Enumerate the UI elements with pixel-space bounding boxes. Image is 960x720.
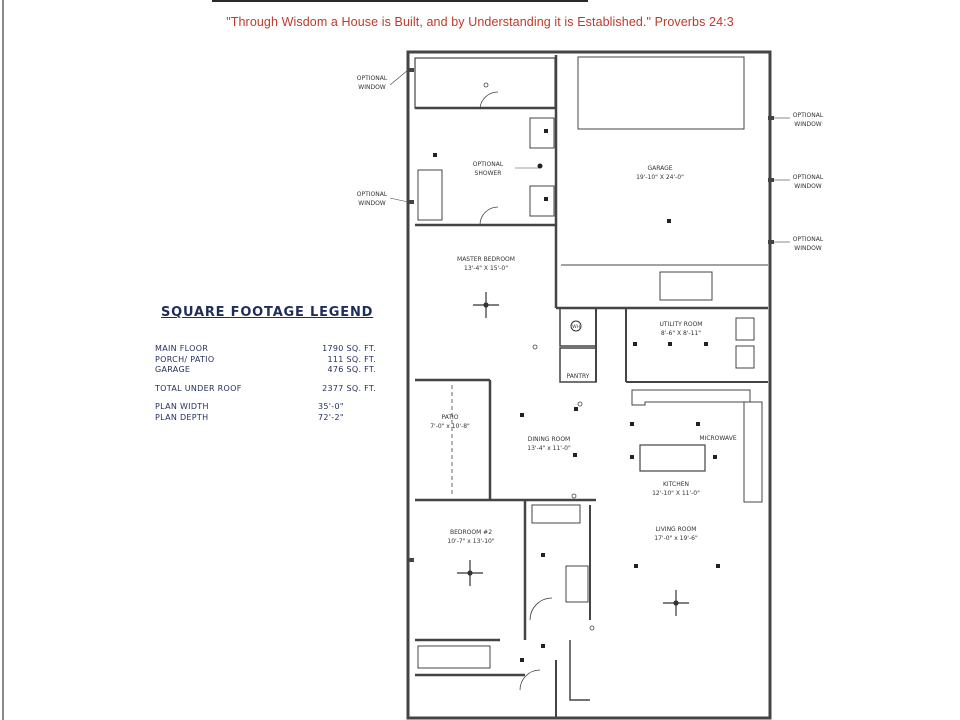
kitchen-dims: 12'-10" X 11'-0" — [652, 490, 700, 497]
square-footage-legend — [155, 305, 390, 423]
legend-title: SQUARE FOOTAGE LEGEND — [161, 305, 374, 320]
legend-label: PLAN WIDTH — [155, 402, 209, 411]
kitchen-island — [640, 445, 705, 471]
legend-row — [155, 344, 390, 355]
legend-label: TOTAL UNDER ROOF — [155, 383, 242, 393]
bedroom-2-dims: 10'-7" x 13'-10" — [447, 538, 495, 545]
optional-window-label: OPTIONAL — [792, 236, 824, 243]
patio-dims: 7'-0" x 10'-8" — [430, 423, 470, 430]
optional-window-label: WINDOW — [794, 183, 822, 190]
kitchen-label: KITCHEN — [663, 481, 689, 488]
legend-value: 2377 SQ. FT. — [322, 383, 376, 393]
legend-value: 111 SQ. FT. — [327, 354, 376, 364]
bedroom-2-label: BEDROOM #2 — [449, 529, 493, 536]
proverb-quote: "Through Wisdom a House is Built, and by Understanding it is Established." Proverbs 24:3 — [226, 15, 734, 29]
legend-row — [155, 355, 390, 366]
legend-value: 35'-0" — [318, 402, 344, 411]
optional-window-label: WINDOW — [358, 200, 386, 207]
pantry-label: PANTRY — [566, 373, 590, 380]
legend-row — [155, 365, 390, 376]
optional-window-label: OPTIONAL — [792, 112, 824, 119]
optional-window-label: OPTIONAL — [356, 191, 388, 198]
dining-room-dims: 13'-4" x 11'-0" — [527, 445, 571, 452]
ceiling-fan-icon — [457, 560, 483, 586]
ceiling-fan-icon — [473, 292, 499, 318]
utility-room-label: UTILITY ROOM — [659, 321, 703, 328]
garage-door-outline — [578, 57, 744, 129]
living-room-dims: 17'-0" x 19'-6" — [654, 535, 698, 542]
legend-value: 72'-2" — [318, 412, 344, 422]
optional-window-label: OPTIONAL — [356, 75, 388, 82]
legend-value: 1790 SQ. FT. — [322, 344, 376, 353]
dining-room-label: DINING ROOM — [527, 436, 571, 443]
patio-label: PATIO — [441, 414, 459, 421]
legend-label: PORCH/ PATIO — [155, 354, 215, 364]
optional-window-label: WINDOW — [794, 121, 822, 128]
legend-row — [155, 402, 390, 413]
optional-shower-label: OPTIONAL — [472, 161, 504, 168]
optional-window-label: WINDOW — [358, 84, 386, 91]
legend-value: 476 SQ. FT. — [327, 365, 376, 374]
garage-dims: 19'-10" X 24'-0" — [636, 174, 684, 181]
microwave-label: MICROWAVE — [699, 435, 737, 442]
living-room-label: LIVING ROOM — [655, 526, 697, 533]
optional-window-label: OPTIONAL — [792, 174, 824, 181]
garage-cabinet — [660, 272, 712, 300]
legend-label: MAIN FLOOR — [155, 344, 209, 353]
legend-row — [155, 384, 390, 395]
legend-row — [155, 413, 390, 424]
legend-label: GARAGE — [155, 365, 191, 374]
garage-label: GARAGE — [647, 165, 673, 172]
ceiling-fan-icon — [663, 590, 689, 616]
optional-shower-label: SHOWER — [474, 170, 502, 177]
optional-window-label: WINDOW — [794, 245, 822, 252]
master-bedroom-label: MASTER BEDROOM — [457, 256, 515, 263]
utility-room-dims: 8'-6" X 8'-11" — [660, 330, 702, 337]
legend-label: PLAN DEPTH — [155, 412, 209, 422]
master-bedroom-dims: 13'-4" X 15'-0" — [464, 265, 508, 272]
water-heater-label: WH — [572, 325, 580, 330]
